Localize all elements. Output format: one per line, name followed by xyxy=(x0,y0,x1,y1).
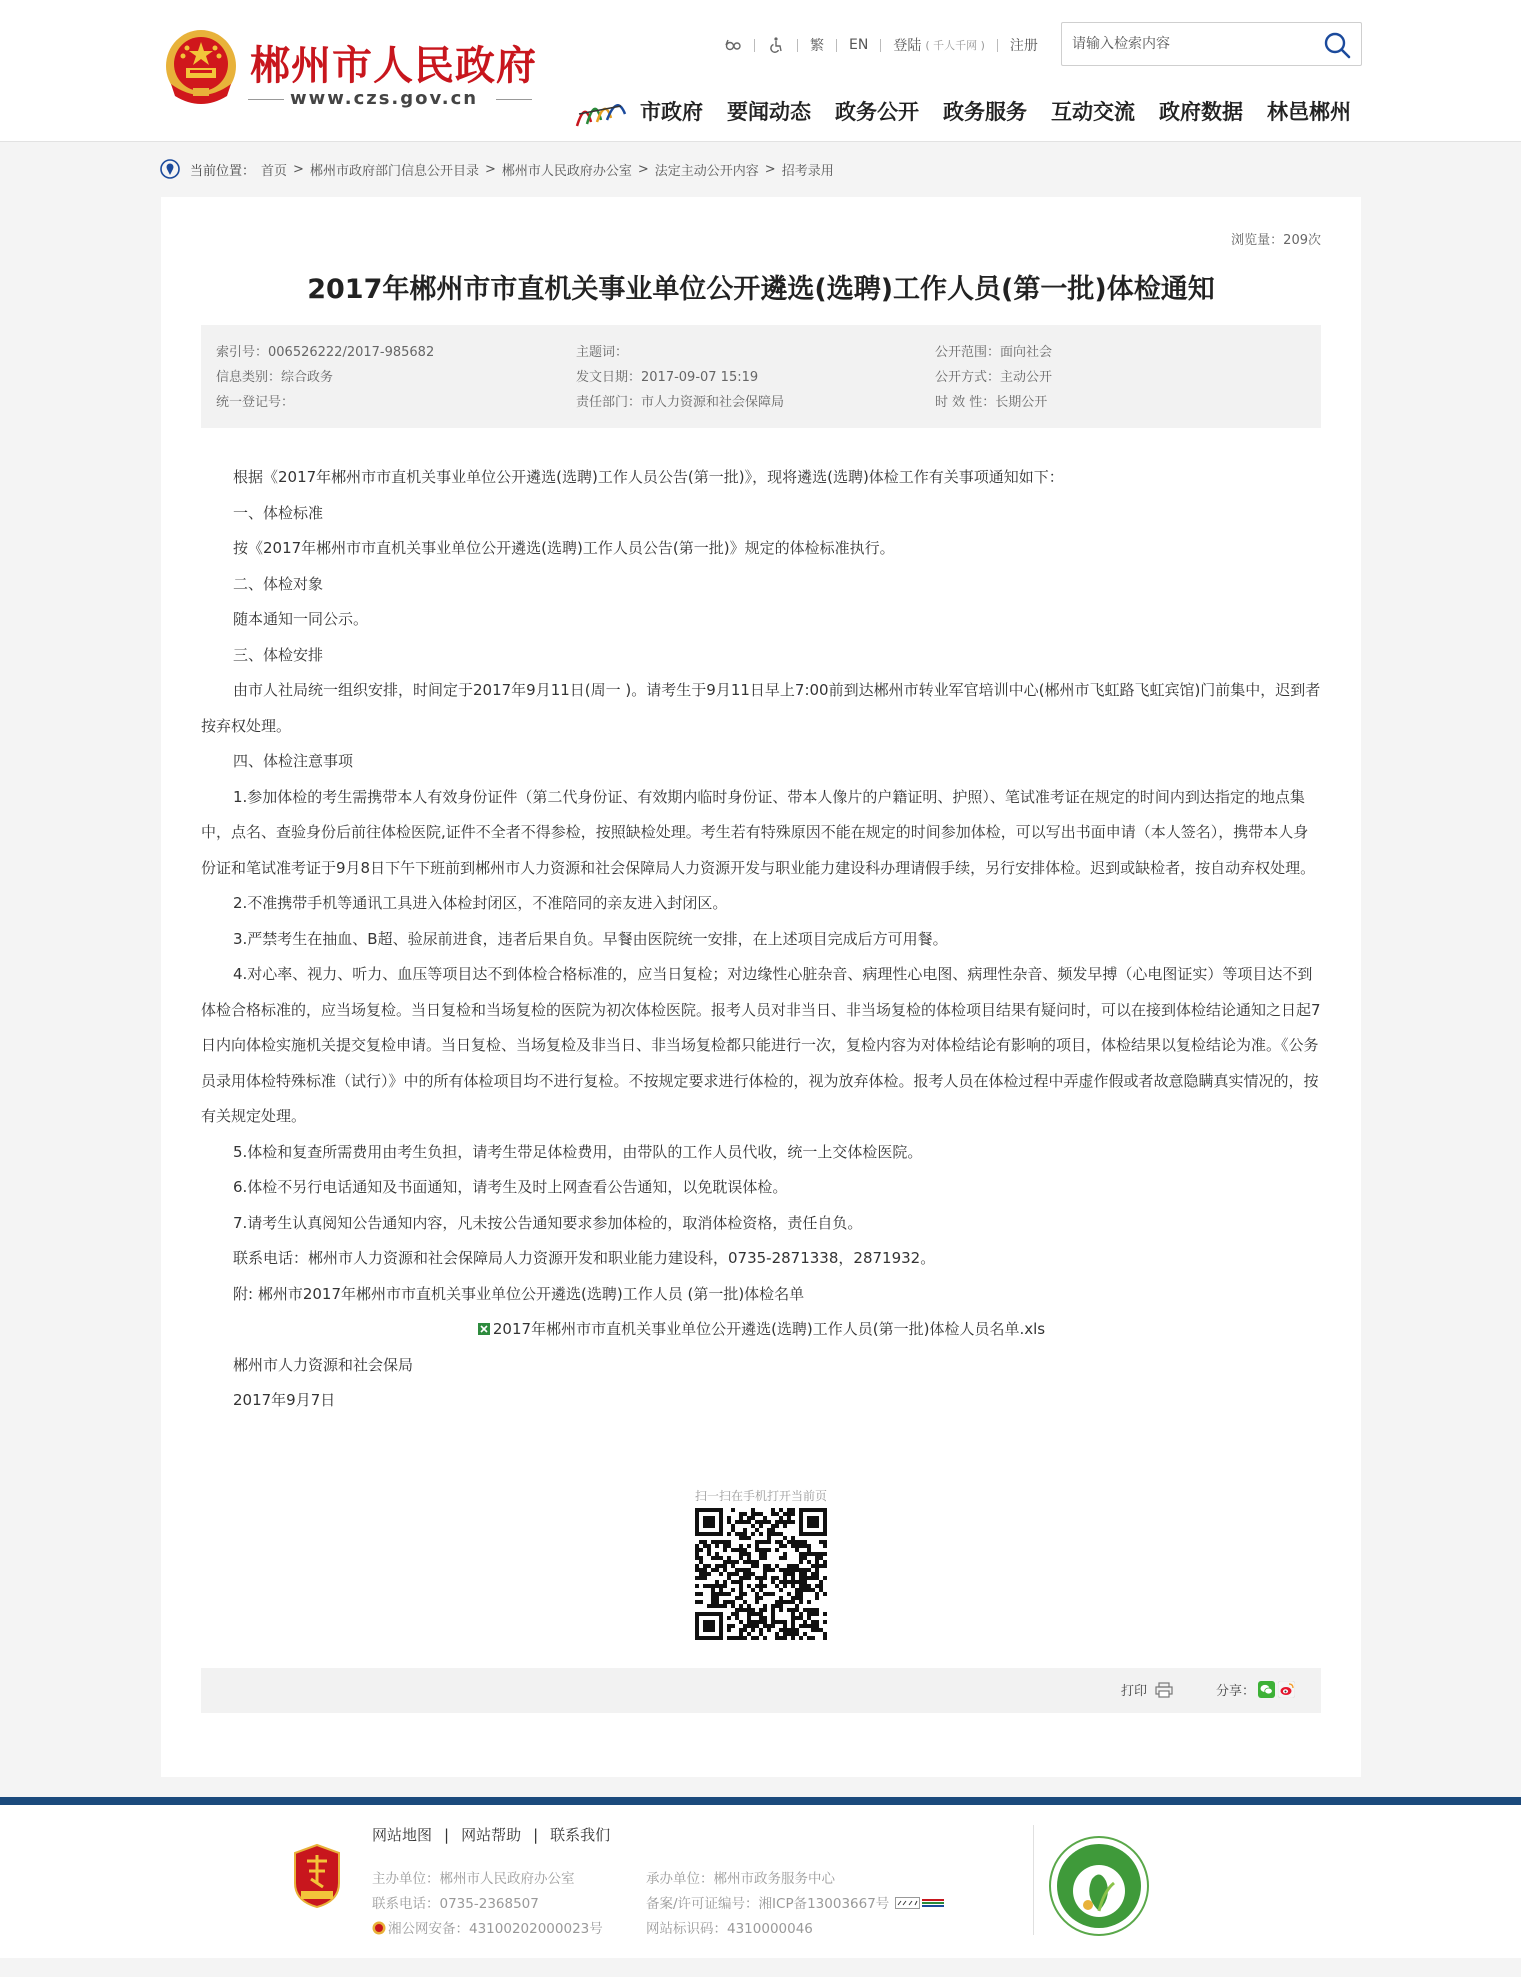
share-group xyxy=(1216,1680,1295,1699)
breadcrumb xyxy=(160,158,834,180)
meta-category: 信息类别：综合政务 xyxy=(216,370,334,385)
search-box xyxy=(1061,22,1362,66)
top-toolbar xyxy=(724,34,1038,56)
icp-text: 备案/许可证编号：湘ICP备13003667号 xyxy=(646,1896,890,1912)
section-heading: 三、体检安排 xyxy=(233,645,324,664)
section-heading: 二、体检对象 xyxy=(233,574,324,593)
accessibility-toggle[interactable] xyxy=(724,36,742,54)
register-link[interactable]: 注册 xyxy=(1009,38,1038,54)
login-note: ( 千人千网 ) xyxy=(925,39,985,52)
toolbar-divider xyxy=(836,39,837,52)
footer-link-sitemap[interactable]: 网站地图 xyxy=(372,1826,433,1844)
nav-item-linyi-chenzhou[interactable]: 林邑郴州 xyxy=(1267,100,1351,124)
attachment-line xyxy=(201,1312,1321,1348)
article-body xyxy=(201,460,1321,1419)
weibo-icon[interactable] xyxy=(1278,1681,1295,1698)
qr-caption: 扫一扫在手机打开当前页 xyxy=(694,1489,827,1503)
footer-top-bar xyxy=(0,1797,1521,1805)
article-meta xyxy=(201,325,1321,428)
section-heading: 四、体检注意事项 xyxy=(233,752,354,770)
nav-item-city-government[interactable]: 市政府 xyxy=(640,100,703,124)
nav-item-news[interactable]: 要闻动态 xyxy=(727,100,811,124)
footer-organizer: 承办单位：郴州市政务服务中心 xyxy=(646,1871,835,1887)
footer-links xyxy=(372,1824,610,1845)
body-paragraph: 按《2017年郴州市市直机关事业单位公开遴选(选聘)工作人员公告(第一批)》规定的体检标准执行。 xyxy=(233,539,895,557)
breadcrumb-item[interactable]: 首页 xyxy=(261,163,288,179)
print-label: 打印 xyxy=(1120,1684,1147,1699)
footer-site-code: 网站标识码：4310000046 xyxy=(646,1921,813,1937)
nav-item-government-affairs[interactable]: 政务公开 xyxy=(835,100,919,124)
breadcrumb-separator: > xyxy=(637,161,649,177)
meta-date: 发文日期：2017-09-07 15:19 xyxy=(576,370,759,385)
body-paragraph: 由市人社局统一组织安排，时间定于2017年9月11日(周一 )。请考生于9月11日早上7:00前到达郴州市转业军官培训中心(郴州市飞虹路飞虹宾馆)门前集中，迟到者按弃权处理。 xyxy=(201,681,1321,735)
breadcrumb-item[interactable]: 法定主动公开内容 xyxy=(654,163,759,179)
breadcrumb-label: 当前位置： xyxy=(190,163,256,179)
footer-police-record[interactable] xyxy=(372,1917,603,1937)
site-url: www.czs.gov.cn xyxy=(290,88,479,109)
wechat-icon[interactable] xyxy=(1258,1681,1275,1698)
url-divider xyxy=(496,99,532,100)
civilization-city-badge-icon[interactable] xyxy=(1048,1835,1150,1937)
share-bar xyxy=(201,1668,1321,1713)
breadcrumb-item[interactable]: 郴州市人民政府办公室 xyxy=(501,163,632,179)
wheelchair-mode[interactable] xyxy=(767,36,785,54)
body-paragraph: 根据《2017年郴州市市直机关事业单位公开遴选(选聘)工作人员公告(第一批)》，现将遴选(选聘)体检工作有关事项通知如下： xyxy=(233,468,1064,486)
meta-unified-no: 统一登记号： xyxy=(216,395,295,410)
party-government-badge-icon[interactable] xyxy=(291,1843,343,1909)
linyi-logo-icon xyxy=(573,92,629,132)
breadcrumb-separator: > xyxy=(293,161,304,177)
toolbar-divider xyxy=(754,39,755,52)
footer-link-help[interactable]: 网站帮助 xyxy=(461,1826,522,1844)
article-card xyxy=(161,197,1361,1777)
nav-item-government-data[interactable]: 政府数据 xyxy=(1159,100,1243,124)
english-link[interactable]: EN xyxy=(849,37,869,53)
search-icon[interactable] xyxy=(1323,31,1351,59)
qr-code xyxy=(695,1508,827,1640)
meta-index-no: 索引号：006526222/2017-985682 xyxy=(216,345,435,360)
police-record-text: 湘公网安备：43100202000023号 xyxy=(388,1921,603,1937)
nav-item-interaction[interactable]: 互动交流 xyxy=(1051,100,1135,124)
login-label: 登陆 xyxy=(893,38,922,54)
cnzz-stats-icon[interactable] xyxy=(895,1897,945,1909)
main-nav xyxy=(640,96,1351,126)
footer-host: 主办单位：郴州市人民政府办公室 xyxy=(372,1871,575,1887)
police-badge-icon xyxy=(372,1921,386,1935)
toolbar-divider xyxy=(797,39,798,52)
breadcrumb-separator: > xyxy=(764,161,776,177)
site-footer xyxy=(0,1805,1521,1958)
footer-phone: 联系电话：0735-2368507 xyxy=(372,1896,539,1912)
signature-organization: 郴州市人力资源和社会保局 xyxy=(233,1355,414,1374)
article-title: 2017年郴州市市直机关事业单位公开遴选(选聘)工作人员(第一批)体检通知 xyxy=(307,274,1215,305)
nav-item-government-services[interactable]: 政务服务 xyxy=(943,100,1027,124)
share-label: 分享： xyxy=(1215,1684,1255,1699)
toolbar-divider xyxy=(880,39,881,52)
attachment-link[interactable]: 2017年郴州市市直机关事业单位公开遴选(选聘)工作人员(第一批)体检人员名单.xls xyxy=(492,1320,1046,1338)
body-paragraph: 1.参加体检的考生需携带本人有效身份证件（第二代身份证、有效期内临时身份证、带本人像片的户籍证明、护照）、笔试准考证在规定的时间内到达指定的地点集中，点名、查验身份后前往体检医院,证件不全者不得参检，按照缺检处理。考生若有特殊原因不能在规定的时间参加体检，可以写出书面申请（本人签名），携带本人身份证和笔试准考证于9月8日下午下班前到郴州市人力资源和社会保障局人力资源开发与职业能力建设科办理请假手续，另行安排体检。迟到或缺检者，按自动弃权处理。 xyxy=(201,787,1316,877)
toolbar-divider xyxy=(997,39,998,52)
footer-icp[interactable] xyxy=(646,1892,945,1912)
body-paragraph: 4.对心率、视力、听力、血压等项目达不到体检合格标准的，应当日复检；对边缘性心脏杂音、病理性心电图、病理性杂音、频发早搏（心电图证实）等项目达不到体检合格标准的，应当场复检。当日复检和当场复检的医院为初次体检医院。报考人员对非当日、非当场复检的体检项目结果有疑问时，可以在接到体检结论通知之日起7日内向体检实施机关提交复检申请。当日复检、当场复检及非当日、非当场复检都只能进行一次，复检内容为对体检结论有影响的项目，体检结果以复检结论为准。《公务员录用体检特殊标准（试行）》中的所有体检项目均不进行复检。不按规定要求进行体检的，视为放弃体检。报考人员在体检过程中弄虚作假或者故意隐瞒真实情况的，按有关规定处理。 xyxy=(201,965,1321,1125)
meta-validity: 时 效 性：长期公开 xyxy=(935,395,1048,410)
section-heading: 一、体检标准 xyxy=(233,503,324,522)
meta-department: 责任部门：市人力资源和社会保障局 xyxy=(576,395,785,410)
page-bottom-strip xyxy=(0,1958,1521,1977)
body-paragraph: 2.不准携带手机等通讯工具进入体检封闭区，不准陪同的亲友进入封闭区。 xyxy=(233,894,728,912)
print-button[interactable] xyxy=(1121,1680,1173,1699)
meta-scope: 公开范围：面向社会 xyxy=(935,345,1053,360)
printer-icon xyxy=(1155,1682,1173,1698)
glasses-icon xyxy=(724,36,742,54)
site-header xyxy=(0,0,1521,142)
meta-mode: 公开方式：主动公开 xyxy=(935,370,1053,385)
breadcrumb-separator: > xyxy=(484,161,496,177)
contact-paragraph: 联系电话：郴州市人力资源和社会保障局人力资源开发和职业能力建设科，0735-2871338，2871932。 xyxy=(233,1249,936,1267)
national-emblem-icon xyxy=(163,26,239,110)
breadcrumb-item[interactable]: 招考录用 xyxy=(781,163,834,179)
body-paragraph: 5.体检和复查所需费用由考生负担，请考生带足体检费用，由带队的工作人员代收，统一上交体检医院。 xyxy=(233,1142,923,1161)
site-title: 郴州市人民政府 xyxy=(250,42,537,89)
signature-date: 2017年9月7日 xyxy=(233,1391,336,1409)
footer-link-divider: | xyxy=(533,1825,539,1844)
appendix-paragraph: 附: 郴州市2017年郴州市市直机关事业单位公开遴选(选聘)工作人员 (第一批)体检名单 xyxy=(233,1284,805,1303)
body-paragraph: 7.请考生认真阅知公告通知内容，凡未按公告通知要求参加体检的，取消体检资格，责任自负。 xyxy=(233,1213,863,1232)
footer-divider xyxy=(1033,1825,1034,1935)
footer-link-divider: | xyxy=(444,1825,450,1844)
breadcrumb-item[interactable]: 郴州市政府部门信息公开目录 xyxy=(309,163,479,179)
meta-subject: 主题词： xyxy=(576,345,629,360)
wheelchair-icon xyxy=(767,36,785,54)
url-divider xyxy=(248,99,284,100)
search-input[interactable] xyxy=(1072,33,1312,55)
location-pin-icon xyxy=(160,158,180,180)
footer-link-contact[interactable]: 联系我们 xyxy=(550,1826,611,1844)
traditional-chinese-link[interactable]: 繁 xyxy=(810,38,824,54)
login-link[interactable] xyxy=(893,35,985,55)
body-paragraph: 随本通知一同公示。 xyxy=(233,610,369,628)
body-paragraph: 6.体检不另行电话通知及书面通知，请考生及时上网查看公告通知，以免耽误体检。 xyxy=(233,1178,788,1196)
body-paragraph: 3.严禁考生在抽血、B超、验尿前进食，违者后果自负。早餐由医院统一安排，在上述项目完成后方可用餐。 xyxy=(233,929,948,948)
excel-file-icon xyxy=(477,1322,491,1336)
view-count: 浏览量：209次 xyxy=(1231,233,1321,248)
